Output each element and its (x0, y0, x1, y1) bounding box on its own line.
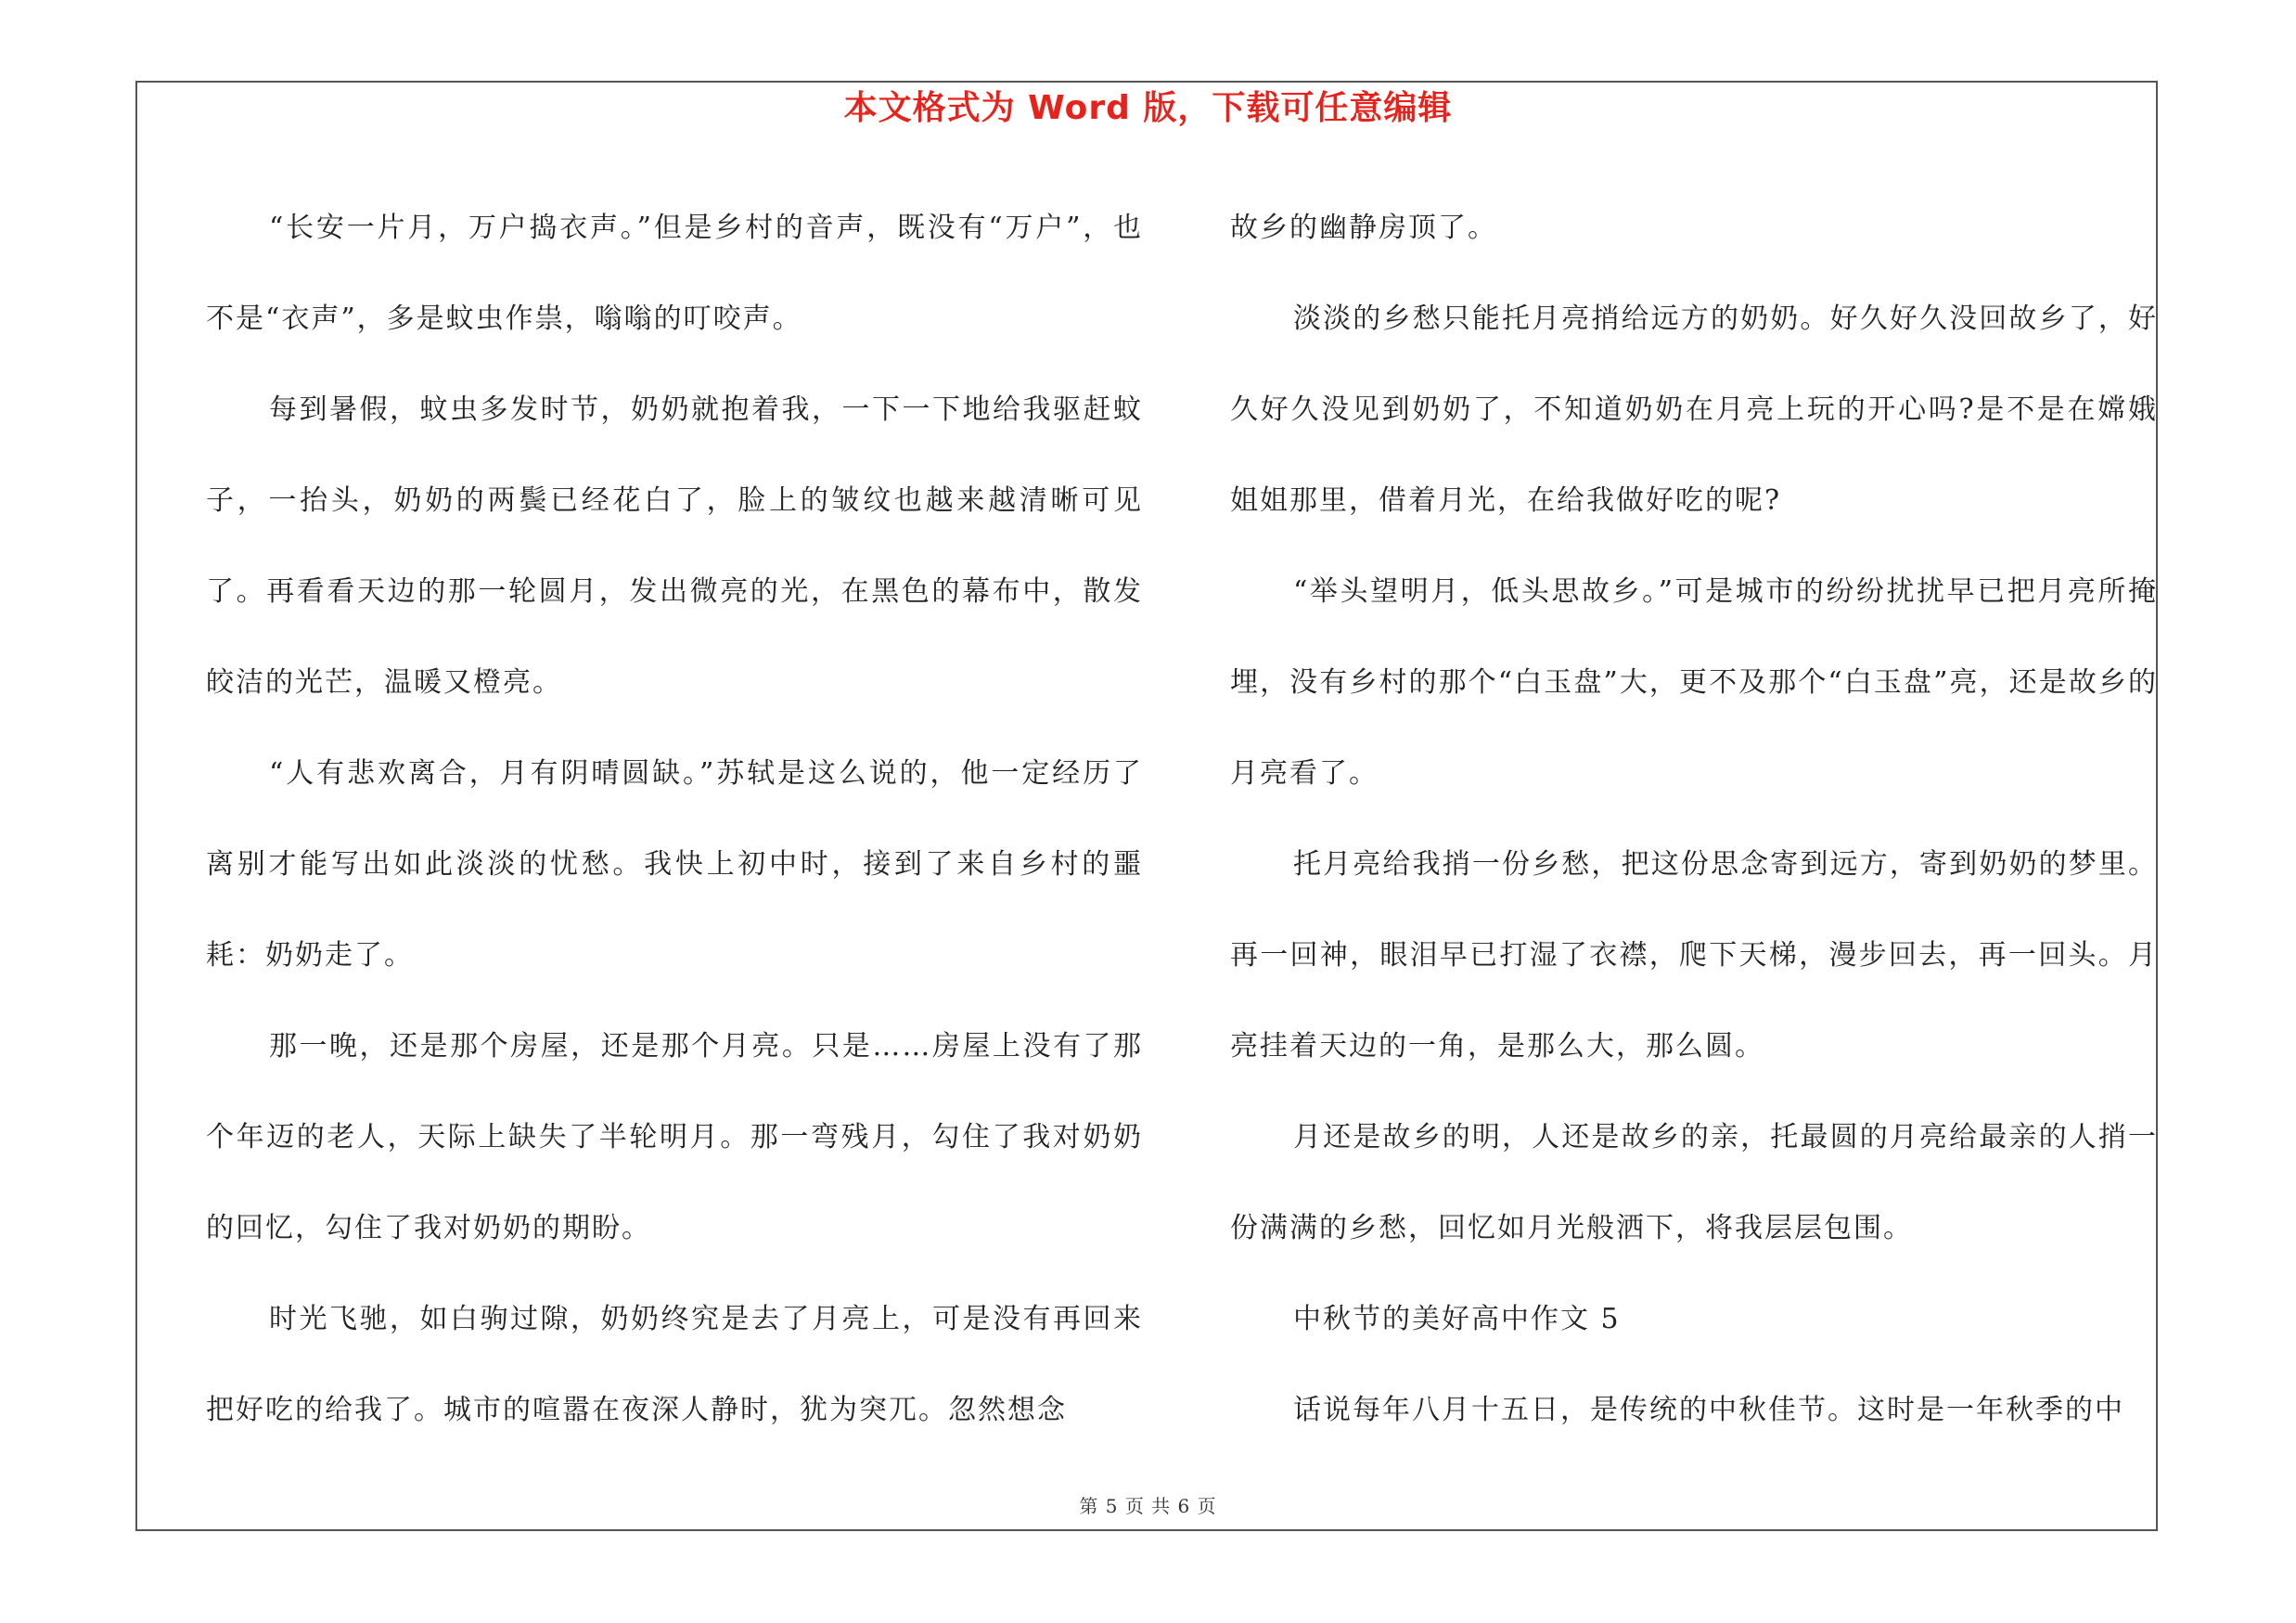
left-column (206, 183, 1143, 1456)
page-footer: 第 5 页 共 6 页 (1079, 1495, 1217, 1517)
paragraph: 淡淡的乡愁只能托月亮捎给远方的奶奶。好久好久没回故乡了，好久好久没见到奶奶了，不知道奶奶在月亮上玩的开心吗?是不是在嫦娥姐姐那里，借着月光，在给我做好吃的呢? (1230, 303, 2158, 517)
format-banner: 本文格式为 Word 版，下载可任意编辑 (843, 89, 1453, 127)
paragraph: “举头望明月，低头思故乡。”可是城市的纷纷扰扰早已把月亮所掩埋，没有乡村的那个“白玉盘”大，更不及那个“白玉盘”亮，还是故乡的月亮看了。 (1230, 575, 2158, 790)
paragraph: 托月亮给我捎一份乡愁，把这份思念寄到远方，寄到奶奶的梦里。再一回神，眼泪早已打湿了衣襟，爬下天梯，漫步回去，再一回头。月亮挂着天边的一角，是那么大，那么圆。 (1230, 848, 2158, 1063)
paragraph: 每到暑假，蚊虫多发时节，奶奶就抱着我，一下一下地给我驱赶蚊子，一抬头，奶奶的两鬓已经花白了，脸上的皱纹也越来越清晰可见了。再看看天边的那一轮圆月，发出微亮的光，在黑色的幕布中，散发皎洁的光芒，温暖又橙亮。 (206, 393, 1143, 699)
section-heading: 中秋节的美好高中作文 5 (1293, 1303, 1621, 1335)
right-column (1230, 183, 2158, 1456)
paragraph: 时光飞驰，如白驹过隙，奶奶终究是去了月亮上，可是没有再回来把好吃的给我了。城市的喧嚣在夜深人静时，犹为突兀。忽然想念 (206, 1303, 1143, 1426)
paragraph: 那一晚，还是那个房屋，还是那个月亮。只是……房屋上没有了那个年迈的老人，天际上缺失了半轮明月。那一弯残月，勾住了我对奶奶的回忆，勾住了我对奶奶的期盼。 (206, 1030, 1143, 1244)
paragraph: “人有悲欢离合，月有阴晴圆缺。”苏轼是这么说的，他一定经历了离别才能写出如此淡淡的忧愁。我快上初中时，接到了来自乡村的噩耗：奶奶走了。 (206, 757, 1143, 972)
paragraph: “长安一片月，万户捣衣声。”但是乡村的音声，既没有“万户”，也不是“衣声”，多是蚊虫作祟，嗡嗡的叮咬声。 (206, 212, 1143, 335)
paragraph: 月还是故乡的明，人还是故乡的亲，托最圆的月亮给最亲的人捎一份满满的乡愁，回忆如月光般洒下，将我层层包围。 (1230, 1121, 2158, 1244)
paragraph-continuation: 故乡的幽静房顶了。 (1230, 212, 1497, 244)
paragraph: 话说每年八月十五日，是传统的中秋佳节。这时是一年秋季的中 (1293, 1394, 2124, 1426)
